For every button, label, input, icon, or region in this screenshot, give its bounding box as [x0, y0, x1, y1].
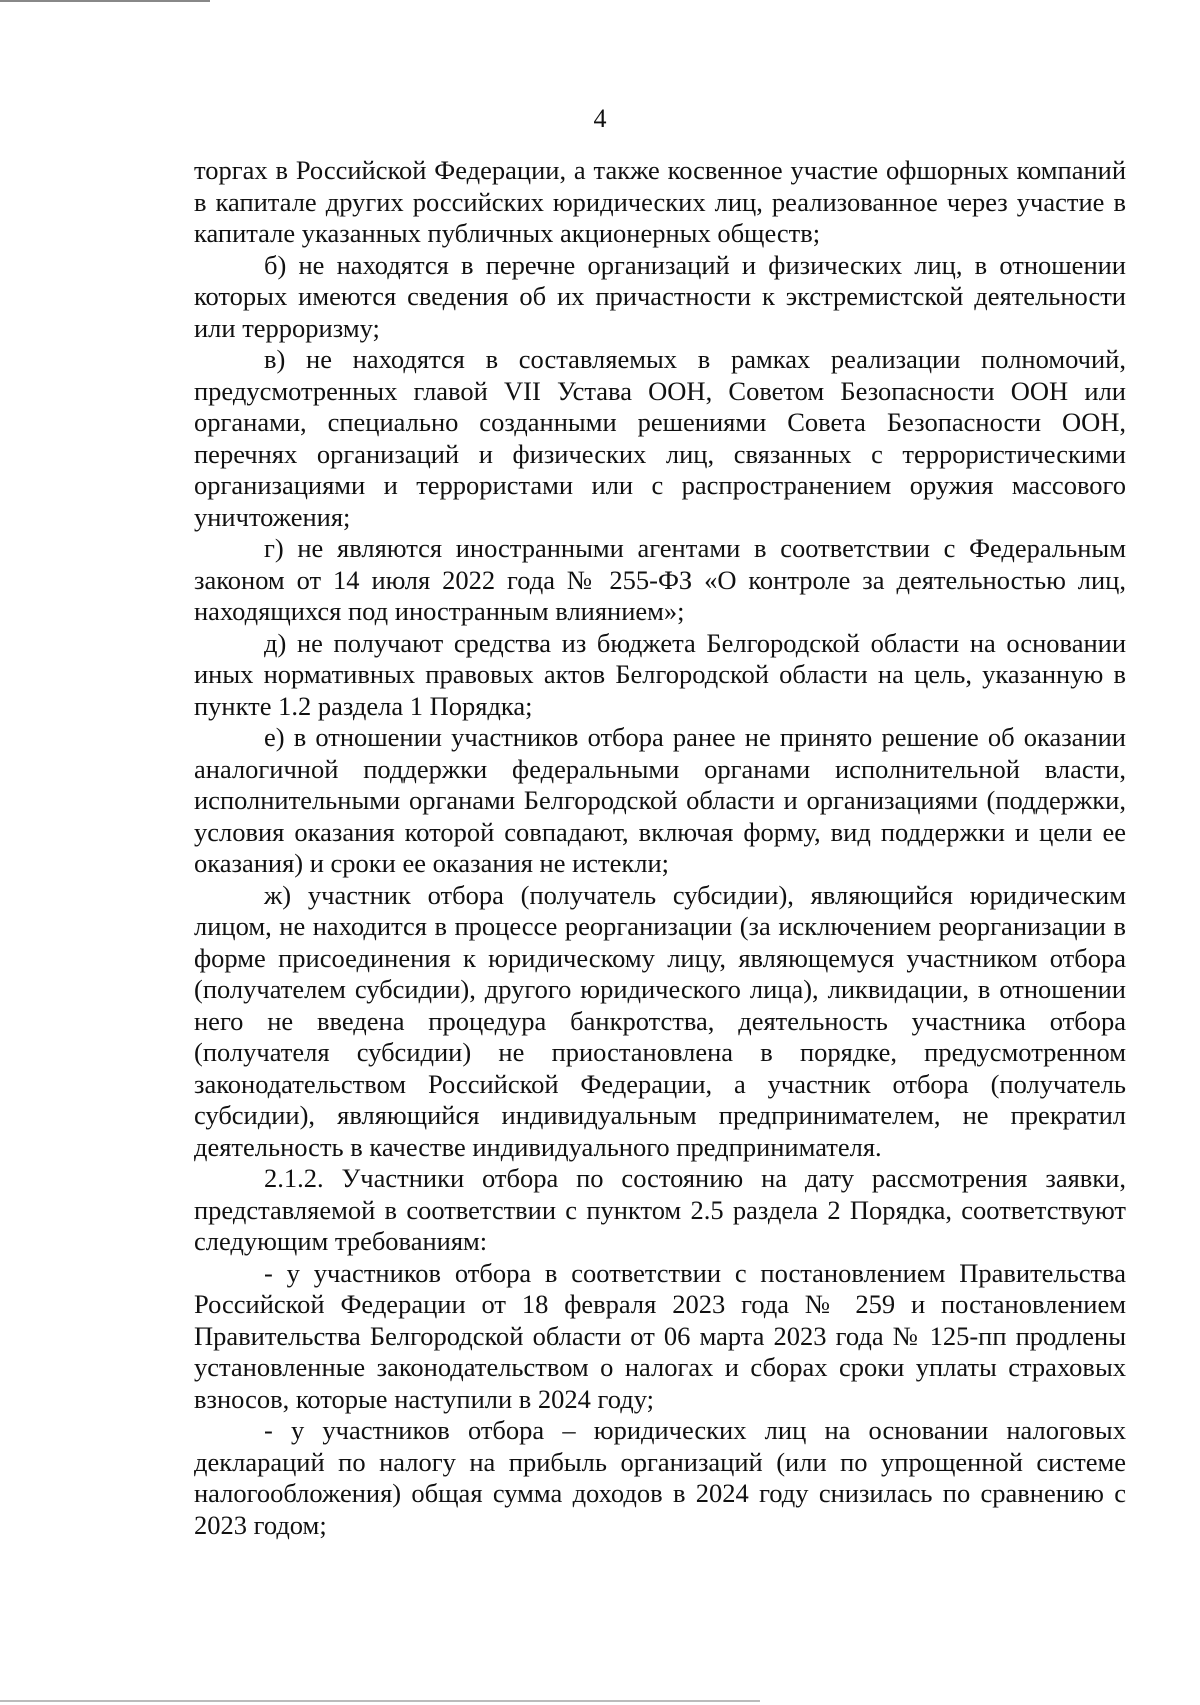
paragraph-item-b: б) не находятся в перечне организаций и физических лиц, в отношении которых имеются сведения об их причастности к экстремистской деятельности или терроризму; [194, 249, 1126, 343]
page-number: 4 [593, 104, 607, 133]
scan-edge-mark [0, 0, 210, 2]
paragraph-item-d: д) не получают средства из бюджета Белгородской области на основании иных нормативных правовых актов Белгородской области на цель, указанную в пункте 1.2 раздела 1 Порядка; [194, 627, 1126, 721]
paragraph-item-e: е) в отношении участников отбора ранее не принято решение об оказании аналогичной поддержки федеральными органами исполнительной власти, исполнительными органами Белгородской области и организациями (поддержки, условия оказания которой совпадают, включая форму, вид поддержки и цели ее оказания) и сроки ее оказания не истекли; [194, 722, 1126, 878]
paragraph-requirement-2: - у участников отбора – юридических лиц на основании налоговых деклараций по налогу на прибыль организаций (или по упрощенной системе налогообложения) общая сумма доходов в 2024 году снизилась по сравнению с 2023 годом; [194, 1415, 1126, 1540]
paragraph-item-g: г) не являются иностранными агентами в соответствии с Федеральным законом от 14 июля 2022 года № 255-ФЗ «О контроле за деятельностью лиц, находящихся под иностранным влиянием»; [194, 533, 1126, 626]
document-body [194, 155, 1126, 1541]
paragraph-item-zh: ж) участник отбора (получатель субсидии), являющийся юридическим лицом, не находится в процессе реорганизации (за исключением реорганизации в форме присоединения к юридическому лицу, являющемуся участником отбора (получателем субсидии), другого юридического лица), ликвидации, в отношении него не введена процедура банкротства, деятельность участника отбора (получателя субсидии) не приостановлена в порядке, предусмотренном законодательством Российской Федерации, а участник отбора (получатель субсидии), являющийся индивидуальным предпринимателем, не прекратил деятельность в качестве индивидуального предпринимателя. [194, 879, 1126, 1162]
paragraph-section-2-1-2: 2.1.2. Участники отбора по состоянию на дату рассмотрения заявки, представляемой в соответствии с пунктом 2.5 раздела 2 Порядка, соответствуют следующим требованиям: [194, 1163, 1126, 1256]
paragraph-continuation: торгах в Российской Федерации, а также косвенное участие офшорных компаний в капитале других российских юридических лиц, реализованное через участие в капитале указанных публичных акционерных обществ; [194, 155, 1126, 248]
paragraph-item-v: в) не находятся в составляемых в рамках реализации полномочий, предусмотренных главой VII Устава ООН, Советом Безопасности ООН или органами, специально созданными решениями Совета Безопасности ООН, перечнях организаций и физических лиц, связанных с террористическими организациями и террористами или с распространением оружия массового уничтожения; [194, 344, 1126, 532]
scan-bottom-mark [0, 1700, 760, 1702]
paragraph-requirement-1: - у участников отбора в соответствии с постановлением Правительства Российской Федерации от 18 февраля 2023 года № 259 и постановлением Правительства Белгородской области от 06 марта 2023 года № 125-пп продлены установленные законодательством о налогах и сборах сроки уплаты страховых взносов, которые наступили в 2024 году; [194, 1257, 1126, 1414]
